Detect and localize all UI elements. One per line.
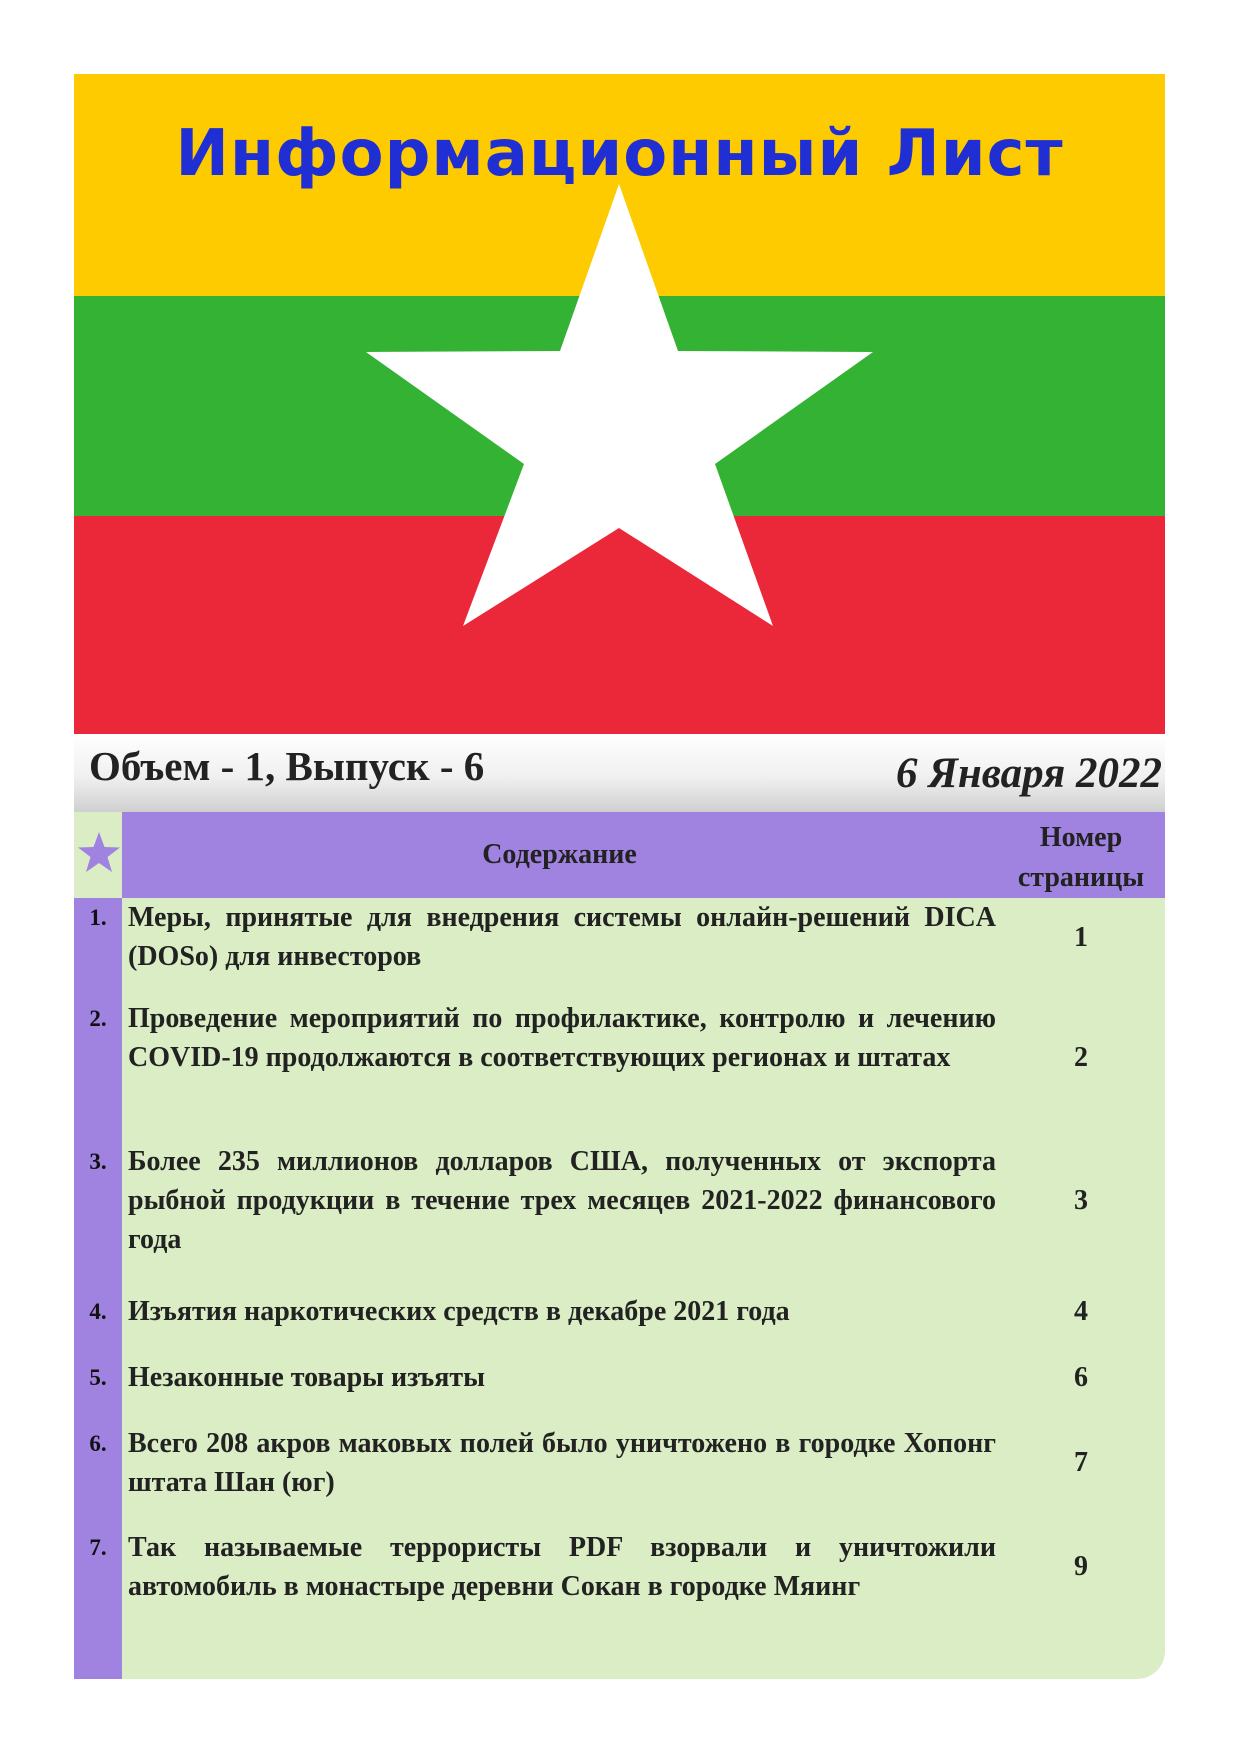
toc-item-page: 6: [1074, 1362, 1088, 1393]
star-icon: [76, 830, 122, 876]
toc-item-page: 3: [1074, 1185, 1088, 1216]
toc-item-number: 2.: [89, 1006, 107, 1031]
toc-item-page: 9: [1074, 1551, 1088, 1582]
toc-corner: [74, 812, 122, 898]
toc-item-number: 7.: [89, 1535, 107, 1560]
toc-item-page: 4: [1074, 1296, 1088, 1327]
volume-issue: Объем - 1, Выпуск - 6: [89, 743, 485, 789]
toc-page-header-line1: Номер: [1039, 822, 1123, 853]
toc-item-title: Незаконные товары изъяты: [128, 1362, 486, 1393]
toc-item-title: Меры, принятые для внедрения системы онлайн-решений DICA (DOSo) для инвесторов: [128, 902, 996, 972]
toc-item-number: 6.: [89, 1431, 107, 1456]
page-title: Информационный Лист: [175, 117, 1064, 191]
toc-page-header: [997, 818, 1165, 898]
toc-item-number: 5.: [89, 1365, 107, 1390]
toc-page-header-line2: страницы: [1017, 862, 1145, 893]
toc-item-title: Более 235 миллионов долларов США, полученных от экспорта рыбной продукции в течение трех месяцев 2021-2022 финансового года: [128, 1146, 996, 1255]
table-of-contents: [74, 812, 1165, 1679]
toc-item-number: 4.: [89, 1299, 107, 1324]
toc-item-page: 2: [1074, 1042, 1088, 1073]
toc-item-title: Так называемые террористы PDF взорвали и уничтожили автомобиль в монастыре деревни Сокан в городке Мяинг: [128, 1532, 996, 1602]
toc-item-title: Проведение мероприятий по профилактике, контролю и лечению COVID-19 продолжаются в соответствующих регионах и штатах: [128, 1003, 996, 1073]
issue-date: 6 Января 2022: [896, 750, 1162, 797]
toc-item-number: 3.: [89, 1149, 107, 1174]
toc-item-page: 1: [1074, 922, 1088, 953]
toc-item-page: 7: [1074, 1447, 1088, 1478]
toc-item-title: Всего 208 акров маковых полей было уничтожено в городке Хопонг штата Шан (юг): [128, 1428, 996, 1498]
toc-item-title: Изъятия наркотических средств в декабре 2021 года: [128, 1296, 790, 1327]
toc-content-header: Содержание: [482, 839, 637, 870]
toc-item-number: 1.: [89, 905, 107, 930]
